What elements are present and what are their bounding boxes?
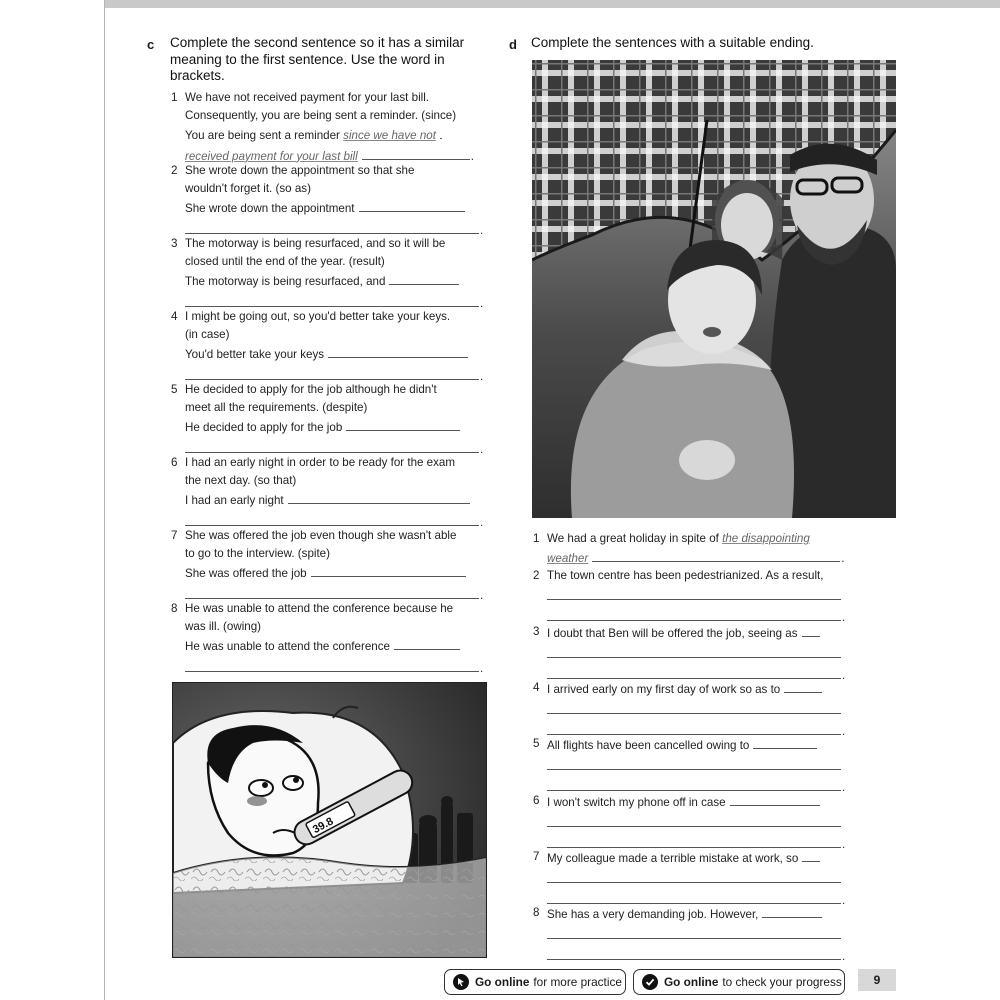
answer-blank[interactable] [784, 679, 822, 693]
page-left-edge [104, 0, 105, 1000]
family-umbrella-image [532, 60, 896, 518]
section-d-title: Complete the sentences with a suitable ending. [531, 35, 814, 50]
answer-blank[interactable] [547, 868, 841, 883]
answer-prompt: The motorway is being resurfaced, and [185, 275, 386, 289]
answer-prompt: You are being sent a reminder [185, 129, 340, 143]
answer-blank[interactable] [394, 636, 460, 650]
answer-blank[interactable] [185, 584, 479, 599]
sample-answer: the disappointing [722, 532, 810, 545]
answer-blank[interactable] [185, 219, 479, 234]
answer-blank[interactable] [389, 271, 459, 285]
answer-blank[interactable] [547, 643, 841, 658]
answer-blank[interactable] [730, 792, 820, 806]
section-c-letter: c [147, 37, 155, 52]
sample-answer-cont: weather [547, 552, 589, 566]
answer-blank[interactable] [547, 812, 841, 827]
answer-blank[interactable] [547, 833, 841, 848]
answer-blank[interactable] [762, 904, 822, 918]
answer-blank[interactable] [185, 511, 479, 526]
answer-blank[interactable] [547, 720, 841, 735]
answer-blank[interactable] [185, 657, 479, 672]
go-online-practice-button[interactable]: Go online for more practice [444, 969, 626, 995]
answer-blank[interactable] [802, 848, 820, 862]
answer-prompt: She wrote down the appointment [185, 202, 355, 216]
sick-man-illustration [173, 683, 486, 957]
answer-blank[interactable] [288, 490, 470, 504]
answer-blank[interactable] [346, 417, 460, 431]
answer-prompt: He was unable to attend the conference [185, 640, 390, 654]
answer-blank[interactable] [547, 924, 841, 939]
answer-blank[interactable] [362, 146, 470, 160]
answer-blank[interactable] [753, 735, 817, 749]
answer-blank[interactable] [185, 292, 479, 307]
answer-blank[interactable] [547, 664, 841, 679]
answer-prompt: I had an early night [185, 494, 284, 508]
cursor-icon [453, 974, 469, 990]
page-number: 9 [858, 969, 896, 991]
answer-blank[interactable] [547, 755, 841, 770]
answer-blank[interactable] [547, 776, 841, 791]
answer-blank[interactable] [311, 563, 466, 577]
answer-blank[interactable] [547, 585, 841, 600]
answer-blank[interactable] [185, 365, 479, 380]
section-d-letter: d [509, 37, 517, 52]
sick-man-cartoon [172, 682, 487, 958]
answer-blank[interactable] [592, 548, 840, 562]
answer-prompt: She was offered the job [185, 567, 307, 581]
answer-blank[interactable] [802, 623, 820, 637]
sample-answer-cont: received payment for your last bill [185, 149, 358, 163]
answer-blank[interactable] [547, 889, 841, 904]
section-c-title: Complete the second sentence so it has a similar meaning to the first sentence. Use the word in brackets. [170, 35, 465, 83]
check-icon [642, 974, 658, 990]
page-top-border [105, 0, 1000, 8]
answer-prompt: He decided to apply for the job [185, 421, 343, 435]
answer-blank[interactable] [547, 945, 841, 960]
answer-blank[interactable] [547, 606, 841, 621]
answer-prompt: You'd better take your keys [185, 348, 325, 362]
family-umbrella-photo [532, 60, 896, 518]
answer-blank[interactable] [328, 344, 468, 358]
sample-answer: since we have not [343, 129, 436, 143]
go-online-progress-button[interactable]: Go online to check your progress [633, 969, 845, 995]
thermometer-reading: 39.8 [310, 815, 336, 837]
answer-blank[interactable] [359, 198, 465, 212]
answer-blank[interactable] [185, 438, 479, 453]
answer-blank[interactable] [547, 699, 841, 714]
